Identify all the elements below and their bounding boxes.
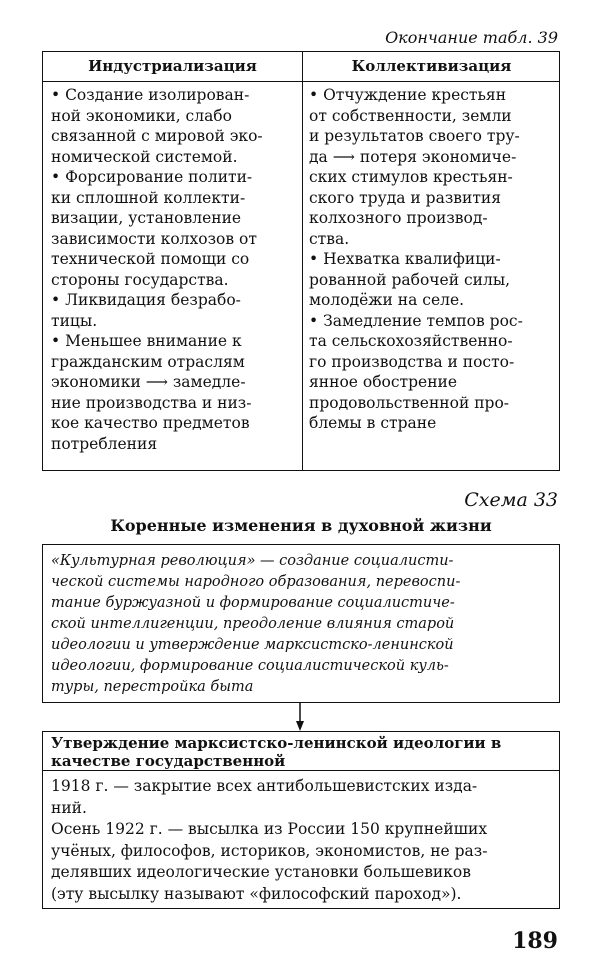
cell-line: стороны государства. <box>51 270 229 289</box>
cell-line: янное обострение <box>309 373 458 391</box>
table-header-row <box>43 52 559 82</box>
cell-line: та сельскохозяйственно- <box>309 332 513 350</box>
industrialization-cell <box>51 85 297 454</box>
cell-line: и результатов своего тру- <box>309 127 520 145</box>
column-divider <box>302 52 303 470</box>
cell-line: гражданским отраслям <box>51 352 245 371</box>
cell-line: ки сплошной коллекти- <box>51 188 246 207</box>
header-industrialization: Индустриализация <box>88 57 257 75</box>
cell-line: продовольственной про- <box>309 393 510 412</box>
cell-line: номической системой. <box>51 147 238 166</box>
box-line: ской интеллигенции, преодоление влияния старой <box>51 616 455 632</box>
cell-line: от собственности, земли <box>309 106 512 125</box>
cell-line: колхозного производ- <box>309 209 488 227</box>
cell-line: кое качество предметов <box>51 414 250 432</box>
cell-line: рованной рабочей силы, <box>309 270 511 289</box>
cell-line: ских стимулов крестьян- <box>309 168 513 186</box>
ideology-box <box>42 731 560 909</box>
box-line: идеологии и утверждение марксистско-ленинской <box>51 637 454 653</box>
cell-line: тицы. <box>51 311 98 330</box>
cell-line: • Создание изолирован- <box>51 86 250 104</box>
page-number: 189 <box>512 928 558 954</box>
cell-line: визации, установление <box>51 209 242 227</box>
down-arrow-icon <box>294 703 306 731</box>
heading-line: Утверждение марксистско-ленинской идеологии в <box>51 734 502 752</box>
box-line: тание буржуазной и формирование социалистиче- <box>51 595 455 611</box>
cell-line: • Ликвидация безрабо- <box>51 291 241 309</box>
scheme-caption: Схема 33 <box>464 489 558 511</box>
box-line: туры, перестройка быта <box>51 679 254 695</box>
body-line: (эту высылку называют «философский пароход»). <box>51 884 462 903</box>
cell-line: потребления <box>51 434 158 453</box>
cell-line: • Форсирование полити- <box>51 168 253 186</box>
header-collectivization: Коллективизация <box>351 57 512 75</box>
cell-line: ского труда и развития <box>309 188 502 207</box>
ideology-body <box>51 776 553 905</box>
cell-line: ние производства и низ- <box>51 393 252 412</box>
box-line: «Культурная революция» — создание социалисти- <box>51 553 454 569</box>
cell-line: технической помощи со <box>51 250 250 268</box>
box-line: идеологии, формирование социалистической куль- <box>51 658 449 674</box>
heading-line: качестве государственной <box>51 752 286 770</box>
scheme-title: Коренные изменения в духовной жизни <box>110 516 492 535</box>
cell-line: ства. <box>309 229 350 248</box>
cell-line: • Меньшее внимание к <box>51 332 242 350</box>
cell-line: зависимости колхозов от <box>51 229 257 248</box>
comparison-table <box>42 51 560 471</box>
cell-line: молодёжи на селе. <box>309 291 465 309</box>
cell-line: го производства и посто- <box>309 352 515 371</box>
ideology-heading <box>43 732 559 771</box>
cell-line: ной экономики, слабо <box>51 106 232 125</box>
cell-line: • Отчуждение крестьян <box>309 86 507 104</box>
cell-line: экономики ⟶ замедле- <box>51 373 246 391</box>
cell-line: да ⟶ потеря экономиче- <box>309 147 517 166</box>
body-line: 1918 г. — закрытие всех антибольшевистских изда- <box>51 777 478 795</box>
body-line: Осень 1922 г. — высылка из России 150 крупнейших <box>51 820 488 838</box>
body-line: учёных, философов, историков, экономистов, не раз- <box>51 841 488 860</box>
collectivization-cell <box>309 85 555 434</box>
body-line: делявших идеологические установки большевиков <box>51 863 471 881</box>
cell-line: блемы в стране <box>309 414 437 432</box>
table-caption: Окончание табл. 39 <box>385 28 558 47</box>
cell-line: • Замедление темпов рос- <box>309 311 523 330</box>
body-line: ний. <box>51 798 87 817</box>
cell-line: связанной с мировой эко- <box>51 127 263 145</box>
box-line: ческой системы народного образования, перевоспи- <box>51 574 461 590</box>
cultural-revolution-box <box>42 544 560 703</box>
cell-line: • Нехватка квалифици- <box>309 250 501 268</box>
